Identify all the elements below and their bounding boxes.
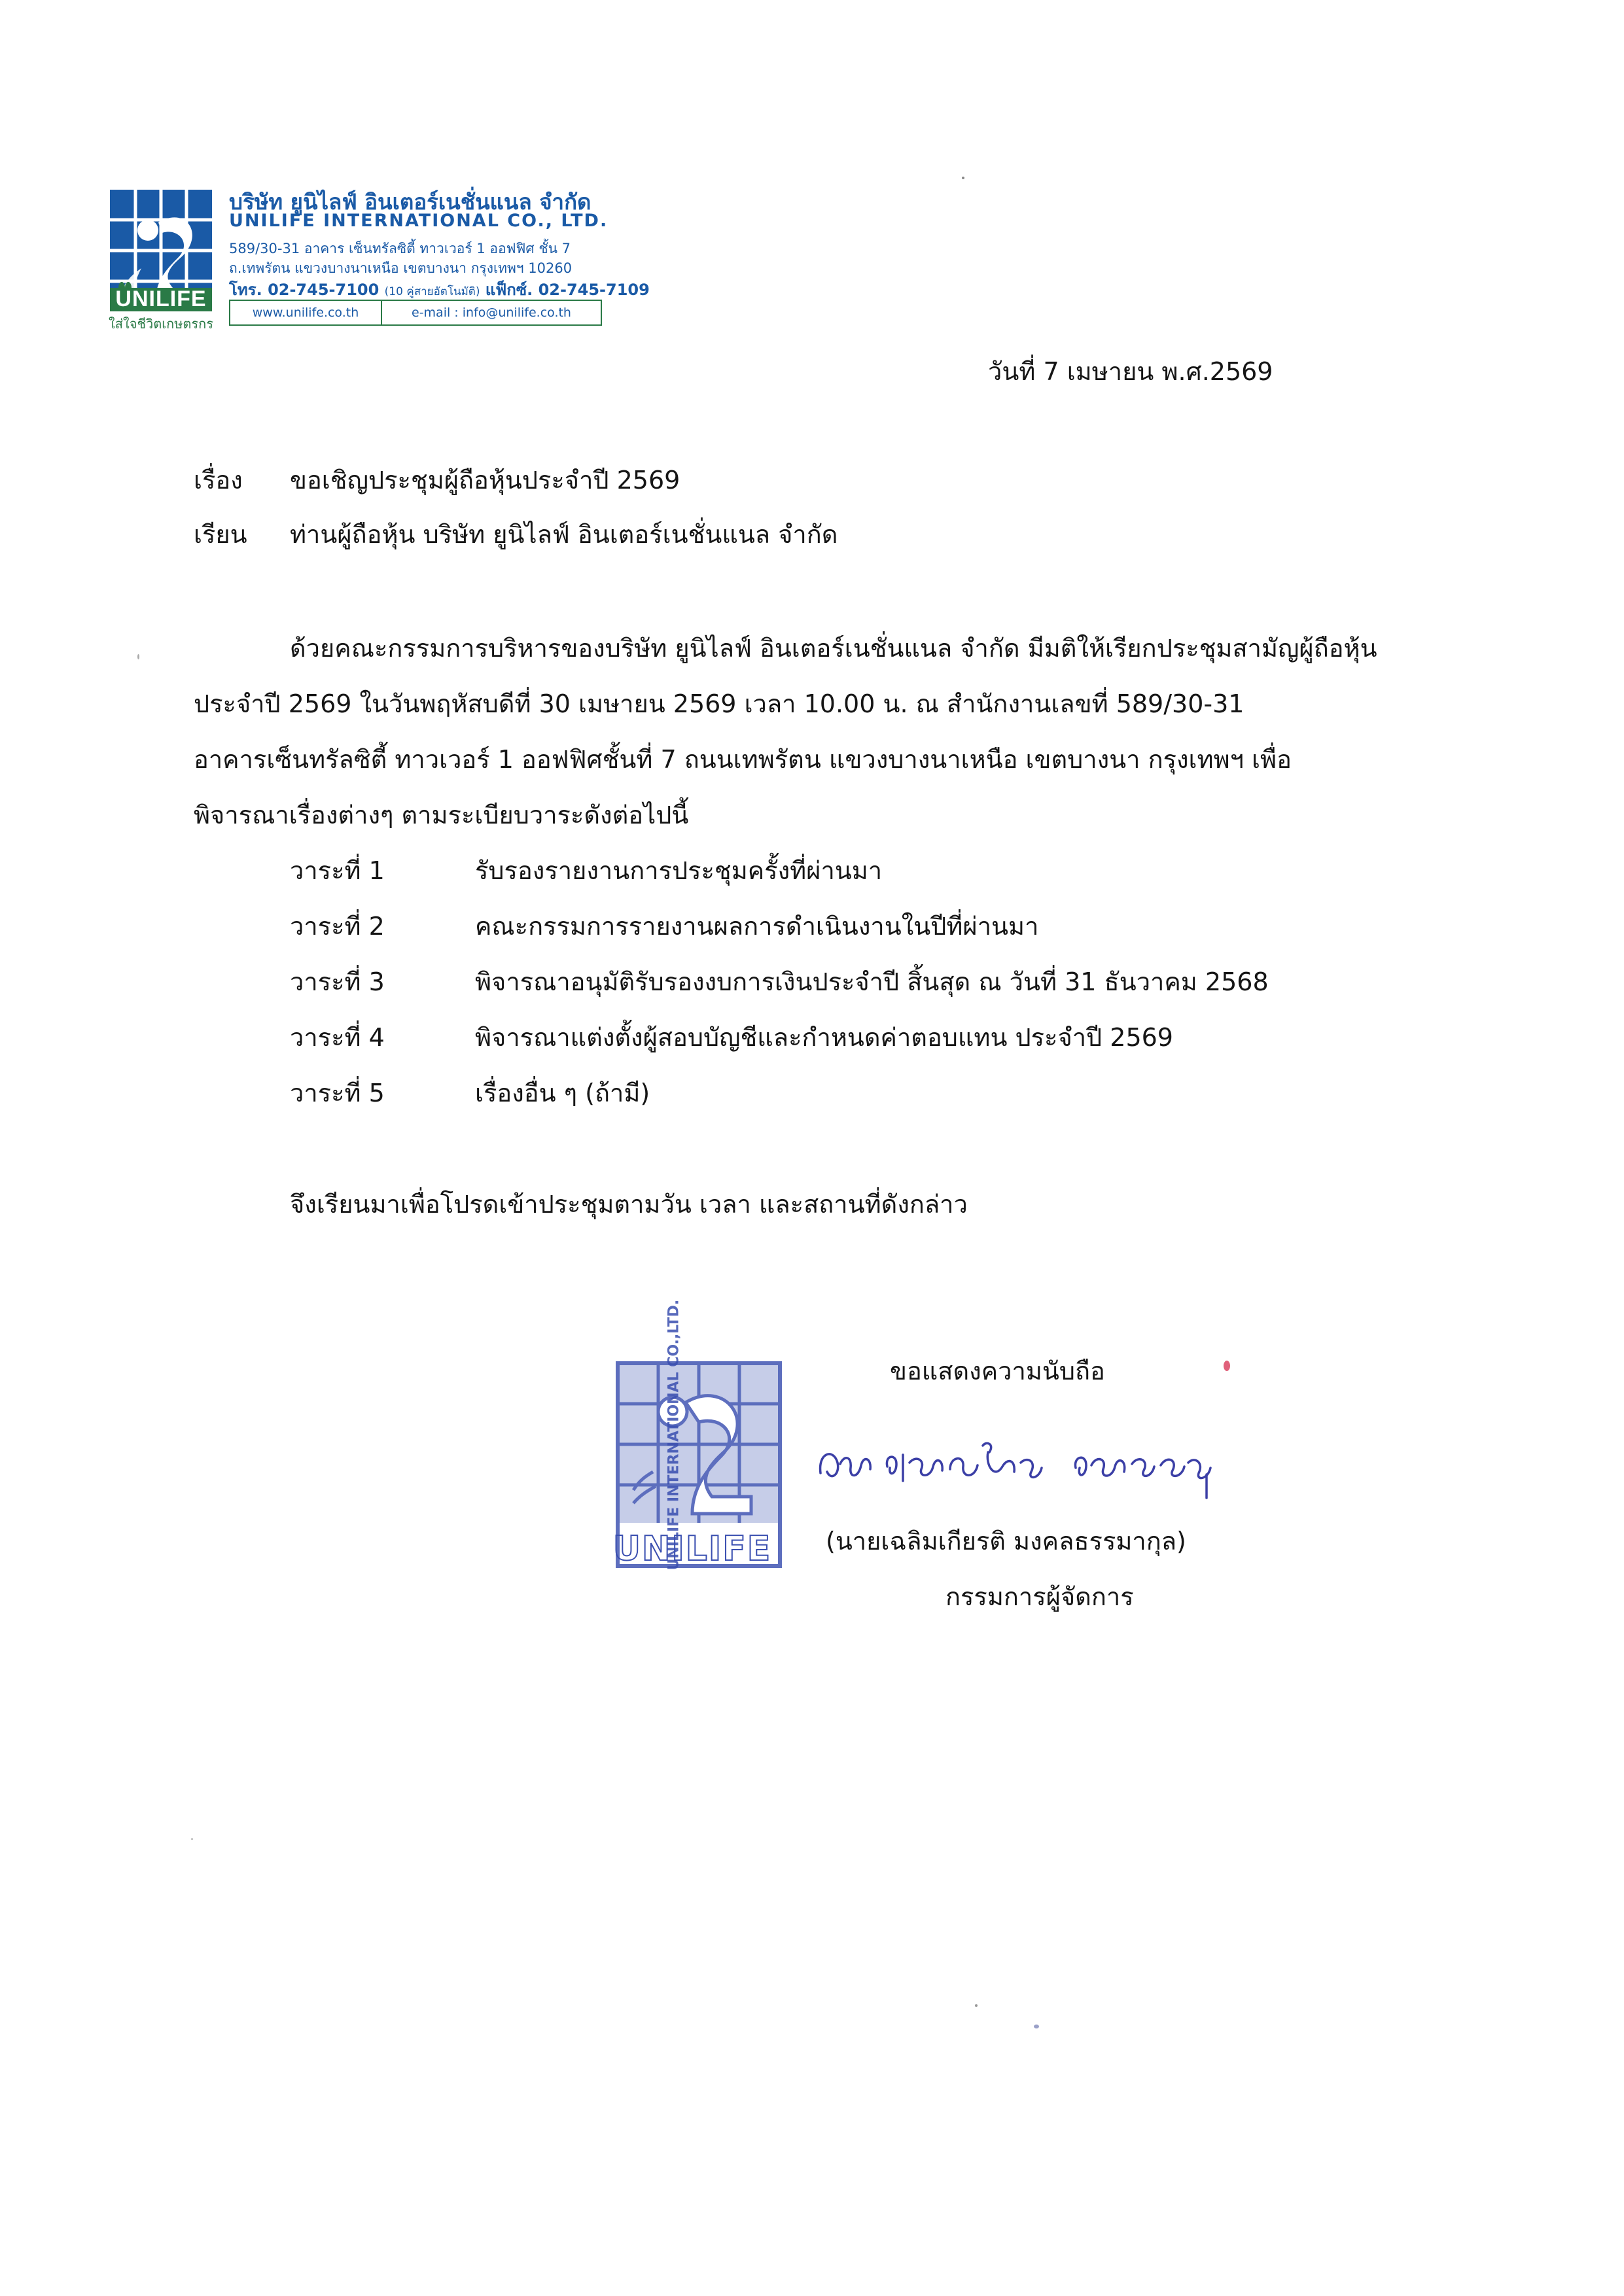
- signer-name: (นายเฉลิมเกียรติ มงคลธรรมากุล): [826, 1527, 1186, 1556]
- company-phone-fax: [229, 277, 650, 302]
- fax-label: แฟ็กซ์. 02-745-7109: [485, 281, 650, 299]
- scan-speck: [1224, 1361, 1230, 1371]
- phone-note: (10 คู่สายอัตโนมัติ): [384, 285, 480, 298]
- scan-speck: [137, 654, 139, 659]
- agenda-item-text: พิจารณาอนุมัติรับรองงบการเงินประจำปี สิ้นสุด ณ วันที่ 31 ธันวาคม 2568: [475, 967, 1269, 996]
- phone-label: โทร. 02-745-7100: [229, 281, 380, 299]
- scan-speck: [1034, 2025, 1039, 2028]
- website-link[interactable]: www.unilife.co.th: [230, 301, 382, 324]
- company-name-english: UNILIFE INTERNATIONAL CO., LTD.: [229, 211, 609, 231]
- agenda-number: วาระที่ 3: [290, 967, 385, 996]
- email-link[interactable]: e-mail : info@unilife.co.th: [412, 305, 571, 320]
- subject-text: ขอเชิญประชุมผู้ถือหุ้นประจำปี 2569: [290, 466, 680, 495]
- logo-tagline: ใส่ใจชีวิตเกษตรกร: [109, 316, 213, 332]
- stamp-side-text: UNILIFE INTERNATIONAL CO.,LTD.: [665, 1299, 682, 1571]
- contact-box: [229, 300, 602, 326]
- body-line-2: ประจำปี 2569 ในวันพฤหัสบดีที่ 30 เมษายน 2569 เวลา 10.00 น. ณ สำนักงานเลขที่ 589/30-31: [194, 689, 1244, 718]
- company-name-thai: บริษัท ยูนิไลฟ์ อินเตอร์เนชั่นแนล จำกัด: [229, 189, 591, 215]
- agenda-number: วาระที่ 1: [290, 856, 385, 885]
- scan-speck: [962, 177, 964, 179]
- scan-speck: [191, 1838, 193, 1840]
- body-line-4: พิจารณาเรื่องต่างๆ ตามระเบียบวาระดังต่อไปนี้: [194, 801, 689, 829]
- subject-label: เรื่อง: [194, 466, 243, 495]
- logo-word: UNILIFE: [115, 287, 207, 311]
- recipient-label: เรียน: [194, 520, 247, 549]
- agenda-item-text: รับรองรายงานการประชุมครั้งที่ผ่านมา: [475, 856, 883, 885]
- agenda-item-text: พิจารณาแต่งตั้งผู้สอบบัญชีและกำหนดค่าตอบแทน ประจำปี 2569: [475, 1023, 1173, 1052]
- handwritten-signature: [811, 1426, 1230, 1505]
- signer-position: กรรมการผู้จัดการ: [945, 1582, 1134, 1611]
- closing-sentence: จึงเรียนมาเพื่อโปรดเข้าประชุมตามวัน เวลา และสถานที่ดังกล่าว: [290, 1190, 968, 1219]
- stamp-word: UNILIFE: [612, 1529, 772, 1569]
- body-line-1: ด้วยคณะกรรมการบริหารของบริษัท ยูนิไลฟ์ อินเตอร์เนชั่นแนล จำกัด มีมติให้เรียกประชุมสามัญผู้ถือหุ้น: [290, 634, 1377, 663]
- agenda-item-text: คณะกรรมการรายงานผลการดำเนินงานในปีที่ผ่านมา: [475, 912, 1039, 941]
- letter-date: วันที่ 7 เมษายน พ.ศ.2569: [988, 357, 1273, 386]
- company-address-line1: 589/30-31 อาคาร เซ็นทรัลซิตี้ ทาวเวอร์ 1 ออฟฟิศ ชั้น 7: [229, 241, 571, 256]
- company-address-line2: ถ.เทพรัตน แขวงบางนาเหนือ เขตบางนา กรุงเทพฯ 10260: [229, 260, 573, 276]
- agenda-number: วาระที่ 5: [290, 1079, 385, 1107]
- agenda-number: วาระที่ 2: [290, 912, 385, 941]
- scan-speck: [975, 2004, 978, 2007]
- recipient-text: ท่านผู้ถือหุ้น บริษัท ยูนิไลฟ์ อินเตอร์เนชั่นแนล จำกัด: [290, 520, 838, 549]
- agenda-item-text: เรื่องอื่น ๆ (ถ้ามี): [475, 1079, 650, 1107]
- body-line-3: อาคารเซ็นทรัลซิตี้ ทาวเวอร์ 1 ออฟฟิศชั้นที่ 7 ถนนเทพรัตน แขวงบางนาเหนือ เขตบางนา กรุงเทพฯ เพื่อ: [194, 745, 1292, 774]
- agenda-number: วาระที่ 4: [290, 1023, 385, 1052]
- regards-text: ขอแสดงความนับถือ: [890, 1357, 1105, 1385]
